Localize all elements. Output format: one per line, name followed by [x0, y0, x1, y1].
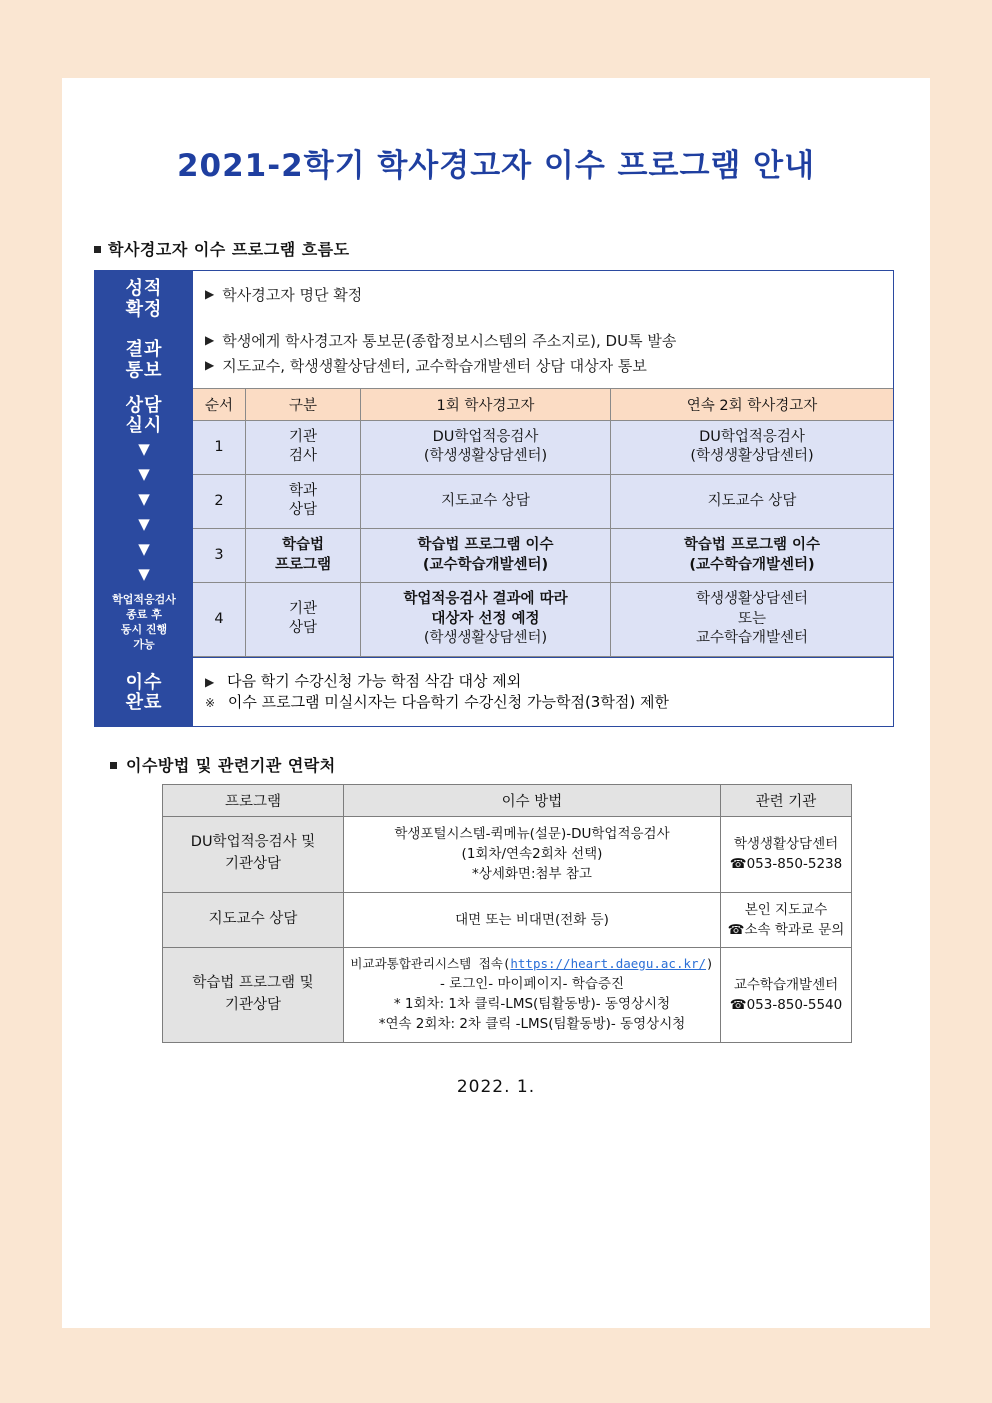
col-header-method: 이수 방법 — [344, 784, 721, 816]
cell-once: 학습법 프로그램 이수 (교수학습개발센터) — [361, 529, 611, 583]
down-arrow-icon: ▼ — [138, 540, 150, 559]
program-table — [193, 388, 893, 657]
col-header-once: 1회 학사경고자 — [361, 388, 611, 420]
triangle-bullet-icon: ▶ — [205, 357, 215, 372]
table-header-row — [193, 388, 893, 420]
triangle-bullet-icon: ▶ — [205, 674, 215, 689]
cell-program: DU학업적응검사 및 기관상담 — [163, 816, 344, 892]
cell-type: 학습법 프로그램 — [246, 529, 361, 583]
cell-org: 학생생활상담센터 ☎053-850-5238 — [721, 816, 852, 892]
cell-method: 비교과통합관리시스템 접속(https://heart.daegu.ac.kr/) - 로그인- 마이페이지- 학습증진 * 1회차: 1차 클릭-LMS(팀활동방)- 동영상시청 *연속 2회차: 2차 클릭 -LMS(팀활동방)- 동영상시청 — [344, 948, 721, 1043]
table-row — [193, 583, 893, 657]
table-row — [163, 816, 852, 892]
cell-program: 학습법 프로그램 및 기관상담 — [163, 948, 344, 1043]
stage-grade-confirm: 성적 확정 — [125, 278, 163, 320]
flow-chart — [94, 270, 894, 727]
table-row — [193, 474, 893, 528]
table-row — [193, 529, 893, 583]
section-heading-flow-label: 학사경고자 이수 프로그램 흐름도 — [108, 240, 350, 259]
down-arrow-icon: ▼ — [138, 490, 150, 509]
flow-complete-text2: 이수 프로그램 미실시자는 다음학기 수강신청 가능학점(3학점) 제한 — [227, 692, 669, 711]
cell-type: 학과 상담 — [246, 474, 361, 528]
flow-row-grade-text: 학사경고자 명단 확정 — [222, 286, 363, 304]
cell-type: 기관 상담 — [246, 583, 361, 657]
cell-type: 기관 검사 — [246, 420, 361, 474]
table-row — [163, 892, 852, 948]
method-line-with-link: 비교과통합관리시스템 접속(https://heart.daegu.ac.kr/) — [350, 956, 714, 972]
cell-twice: 지도교수 상담 — [611, 474, 894, 528]
triangle-bullet-icon: ▶ — [205, 287, 215, 301]
table-row — [163, 948, 852, 1043]
square-bullet-icon — [94, 246, 101, 253]
cell-once: 지도교수 상담 — [361, 474, 611, 528]
table-row — [193, 420, 893, 474]
document-date: 2022. 1. — [456, 1076, 536, 1097]
square-bullet-icon — [110, 762, 117, 769]
stage-complete: 이수 완료 — [125, 671, 163, 714]
side-note: 학업적응검사 종료 후 동시 진행 가능 — [112, 593, 176, 651]
down-arrow-icon: ▼ — [138, 465, 150, 484]
flow-row-notice-text2: 지도교수, 학생생활상담센터, 교수학습개발센터 상담 대상자 통보 — [222, 356, 647, 375]
col-header-no: 순서 — [193, 388, 246, 420]
cell-no: 4 — [193, 583, 246, 657]
flow-row-notice-text1: 학생에게 학사경고자 통보문(종합정보시스템의 주소지로), DU톡 발송 — [222, 332, 677, 351]
flow-row-notice — [193, 317, 893, 388]
cell-org: 교수학습개발센터 ☎053-850-5540 — [721, 948, 852, 1043]
cell-twice: 학생생활상담센터 또는 교수학습개발센터 — [611, 583, 894, 657]
contact-table — [162, 784, 852, 1043]
flow-complete-text1: 다음 학기 수강신청 가능 학점 삭감 대상 제외 — [227, 671, 522, 690]
stage-counsel: 상담 실시 — [125, 394, 163, 437]
col-header-program: 프로그램 — [163, 784, 344, 816]
cell-twice: DU학업적응검사 (학생생활상담센터) — [611, 420, 894, 474]
cell-program: 지도교수 상담 — [163, 892, 344, 948]
cell-once: DU학업적응검사 (학생생활상담센터) — [361, 420, 611, 474]
heart-system-link[interactable]: https://heart.daegu.ac.kr/ — [510, 956, 707, 972]
section-heading-flow — [94, 237, 930, 260]
table-header-row — [163, 784, 852, 816]
stage-result-notice: 결과 통보 — [125, 339, 163, 382]
cell-no: 2 — [193, 474, 246, 528]
flow-content-column — [193, 271, 893, 726]
page-title: 2021-2학기 학사경고자 이수 프로그램 안내 — [176, 148, 816, 184]
reference-mark-icon: ※ — [205, 695, 216, 710]
cell-method: 대면 또는 비대면(전화 등) — [344, 892, 721, 948]
flow-stage-column — [95, 271, 193, 726]
cell-no: 1 — [193, 420, 246, 474]
down-arrow-icon: ▼ — [138, 515, 150, 534]
down-arrow-icon: ▼ — [138, 440, 150, 459]
cell-twice: 학습법 프로그램 이수 (교수학습개발센터) — [611, 529, 894, 583]
section-heading-contact-label: 이수방법 및 관련기관 연락처 — [126, 755, 336, 775]
cell-once: 학업적응검사 결과에 따라 대상자 선정 예정 (학생생활상담센터) — [361, 583, 611, 657]
cell-org: 본인 지도교수 ☎소속 학과로 문의 — [721, 892, 852, 948]
flow-row-grade — [193, 271, 893, 317]
col-header-twice: 연속 2회 학사경고자 — [611, 388, 894, 420]
col-header-type: 구분 — [246, 388, 361, 420]
document-page — [62, 78, 930, 1328]
section-heading-contact — [110, 753, 930, 776]
triangle-bullet-icon: ▶ — [205, 333, 215, 348]
cell-no: 3 — [193, 529, 246, 583]
down-arrow-icon: ▼ — [138, 565, 150, 584]
cell-method: 학생포털시스템-퀵메뉴(설문)-DU학업적응검사 (1회차/연속2회차 선택) *상세화면:첨부 참고 — [344, 816, 721, 892]
col-header-org: 관련 기관 — [721, 784, 852, 816]
flow-row-complete — [193, 657, 893, 726]
